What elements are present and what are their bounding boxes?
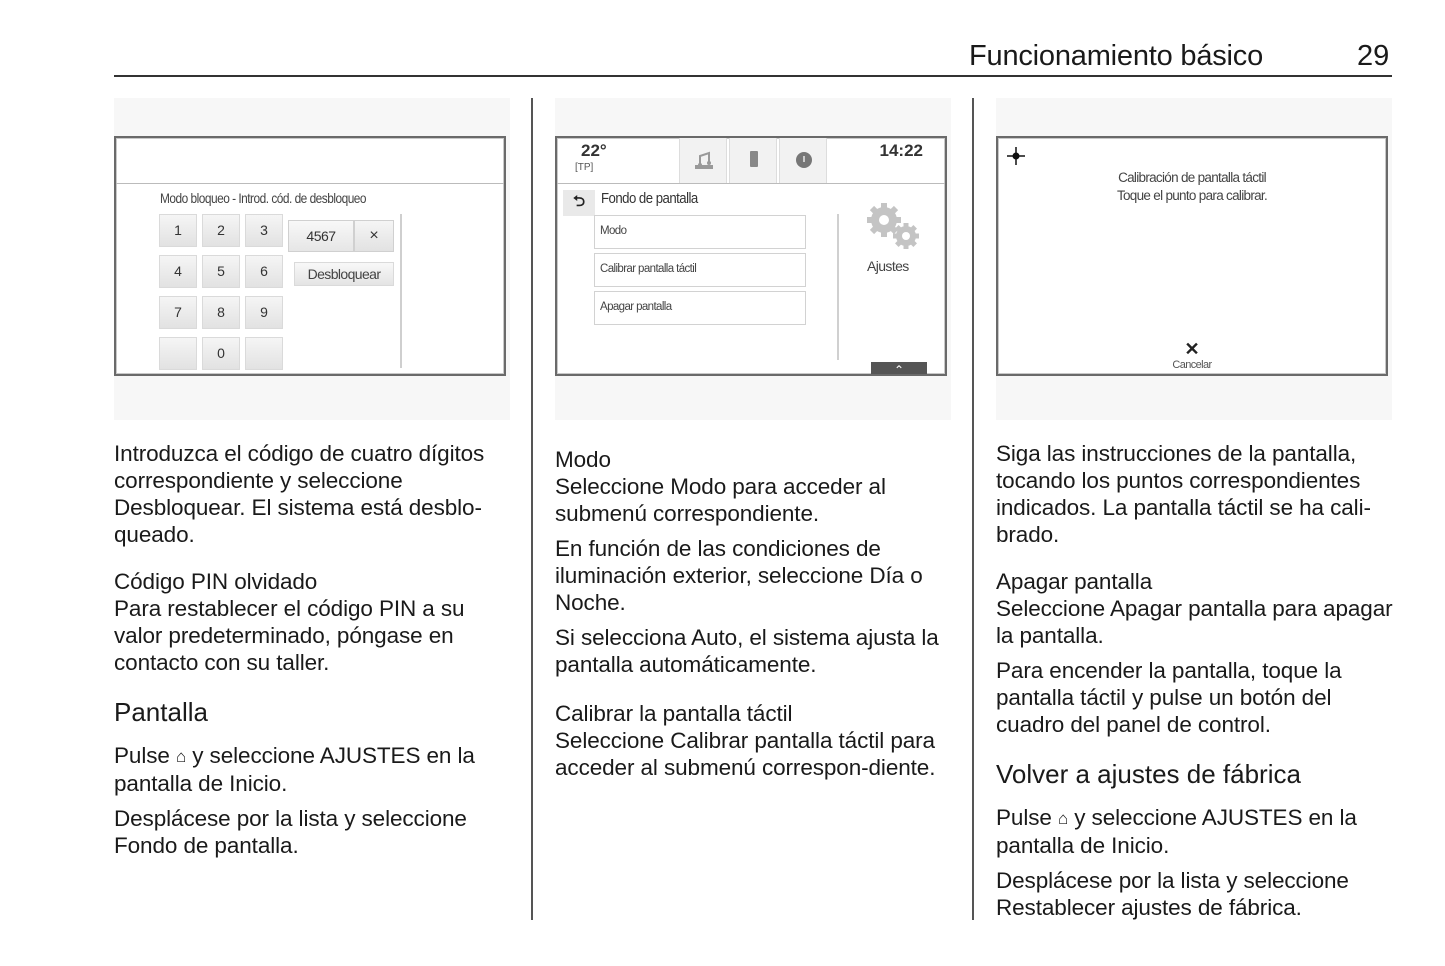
paragraph: En función de las condiciones de iluminación exterior, seleccione Día o Noche. — [555, 536, 923, 615]
keypad-blank-key[interactable] — [245, 337, 283, 370]
ajustes-label: Ajustes — [867, 258, 909, 274]
col3-intro — [996, 440, 1396, 548]
heading-fabrica: Volver a ajustes de fábrica — [996, 759, 1301, 789]
text: Pulse — [114, 743, 176, 768]
col1-pantalla-body — [114, 742, 514, 859]
tp-label: [TP] — [575, 162, 594, 173]
calibration-target-icon[interactable] — [1006, 146, 1026, 166]
home-icon: ⌂ — [1057, 809, 1069, 828]
subheading: Calibrar la pantalla táctil — [555, 701, 793, 726]
screen-top-bar — [557, 138, 945, 184]
keypad-key-0[interactable]: 0 — [202, 337, 240, 370]
subheading: Modo — [555, 447, 611, 472]
gears-icon — [862, 200, 924, 252]
divider — [837, 214, 839, 360]
text: y seleccione AJUSTES en la pantalla de Inicio. — [114, 743, 475, 796]
lock-screen-title: Modo bloqueo - Introd. cód. de desbloqueo — [160, 190, 367, 206]
info-icon[interactable] — [779, 138, 827, 183]
clock: 14:22 — [879, 141, 923, 160]
keypad-key-5[interactable]: 5 — [202, 255, 240, 288]
header-rule — [114, 75, 1392, 77]
screen-title: Fondo de pantalla — [601, 190, 698, 207]
screen-top-bar — [116, 138, 504, 184]
menu-item-calibrar[interactable]: Calibrar pantalla táctil — [594, 253, 806, 287]
keypad-key-8[interactable]: 8 — [202, 296, 240, 329]
cancel-button[interactable]: Cancelar — [1172, 359, 1212, 371]
code-input[interactable]: 4567 — [288, 220, 354, 252]
column-divider — [972, 98, 974, 920]
keypad-key-3[interactable]: 3 — [245, 214, 283, 247]
col2-modo-section — [555, 446, 955, 678]
col2-calibrar-section — [555, 700, 955, 781]
column-divider — [531, 98, 533, 920]
temperature: 22° — [581, 141, 607, 160]
display-settings-figure — [555, 136, 947, 376]
keypad-blank-key[interactable] — [159, 337, 197, 370]
paragraph: Para encender la pantalla, toque la pantalla táctil y pulse un botón del cuadro del panel de control. — [996, 658, 1342, 737]
home-icon: ⌂ — [175, 747, 187, 766]
calibration-instruction: Toque el punto para calibrar. — [1116, 188, 1268, 203]
clear-button[interactable]: × — [354, 220, 394, 252]
col1-pin-section — [114, 568, 514, 676]
paragraph: Desplácese por la lista y seleccione Restablecer ajustes de fábrica. — [996, 868, 1349, 920]
col3-fabrica-body — [996, 804, 1396, 921]
keypad-key-6[interactable]: 6 — [245, 255, 283, 288]
divider — [400, 214, 402, 368]
calibration-title: Calibración de pantalla táctil — [1118, 170, 1266, 185]
menu-item-apagar[interactable]: Apagar pantalla — [594, 291, 806, 325]
subheading: Código PIN olvidado — [114, 569, 318, 594]
lock-screen-figure — [114, 136, 506, 376]
paragraph: Si selecciona Auto, el sistema ajusta la pantalla automáticamente. — [555, 625, 939, 677]
paragraph: Siga las instrucciones de la pantalla, tocando los puntos correspondientes indicados. La pantalla táctil se ha cali-brado. — [996, 441, 1371, 547]
keypad-key-7[interactable]: 7 — [159, 296, 197, 329]
subheading: Apagar pantalla — [996, 569, 1153, 594]
keypad-key-4[interactable]: 4 — [159, 255, 197, 288]
paragraph: Seleccione Calibrar pantalla táctil para acceder al submenú correspon-diente. — [555, 728, 936, 780]
menu-item-modo[interactable]: Modo — [594, 215, 806, 249]
paragraph — [114, 742, 514, 797]
paragraph: Introduzca el código de cuatro dígitos correspondiente y seleccione Desbloquear. El sistema está desblo-queado. — [114, 441, 485, 547]
page-number: 29 — [1357, 40, 1390, 72]
cancel-icon[interactable]: ✕ — [1184, 339, 1200, 359]
keypad-key-2[interactable]: 2 — [202, 214, 240, 247]
col1-intro — [114, 440, 514, 548]
audio-source-icon[interactable] — [679, 138, 727, 183]
text: y seleccione AJUSTES en la pantalla de Inicio. — [996, 805, 1357, 858]
paragraph — [996, 804, 1396, 859]
section-title: Funcionamiento básico — [969, 40, 1264, 72]
scroll-up-button[interactable]: ⌃ — [871, 362, 927, 376]
col3-apagar-section — [996, 568, 1396, 738]
unlock-button[interactable]: Desbloquear — [294, 262, 394, 286]
calibration-figure — [996, 136, 1388, 376]
keypad-key-1[interactable]: 1 — [159, 214, 197, 247]
keypad-key-9[interactable]: 9 — [245, 296, 283, 329]
paragraph: Seleccione Modo para acceder al submenú correspondiente. — [555, 474, 886, 526]
text: Pulse — [996, 805, 1058, 830]
paragraph: Para restablecer el código PIN a su valor predeterminado, póngase en contacto con su taller. — [114, 596, 465, 675]
back-button[interactable]: ⮌ — [563, 190, 595, 216]
paragraph: Desplácese por la lista y seleccione Fondo de pantalla. — [114, 806, 467, 858]
paragraph: Seleccione Apagar pantalla para apagar la pantalla. — [996, 596, 1393, 648]
phone-icon[interactable] — [729, 138, 777, 183]
heading-pantalla: Pantalla — [114, 697, 208, 727]
